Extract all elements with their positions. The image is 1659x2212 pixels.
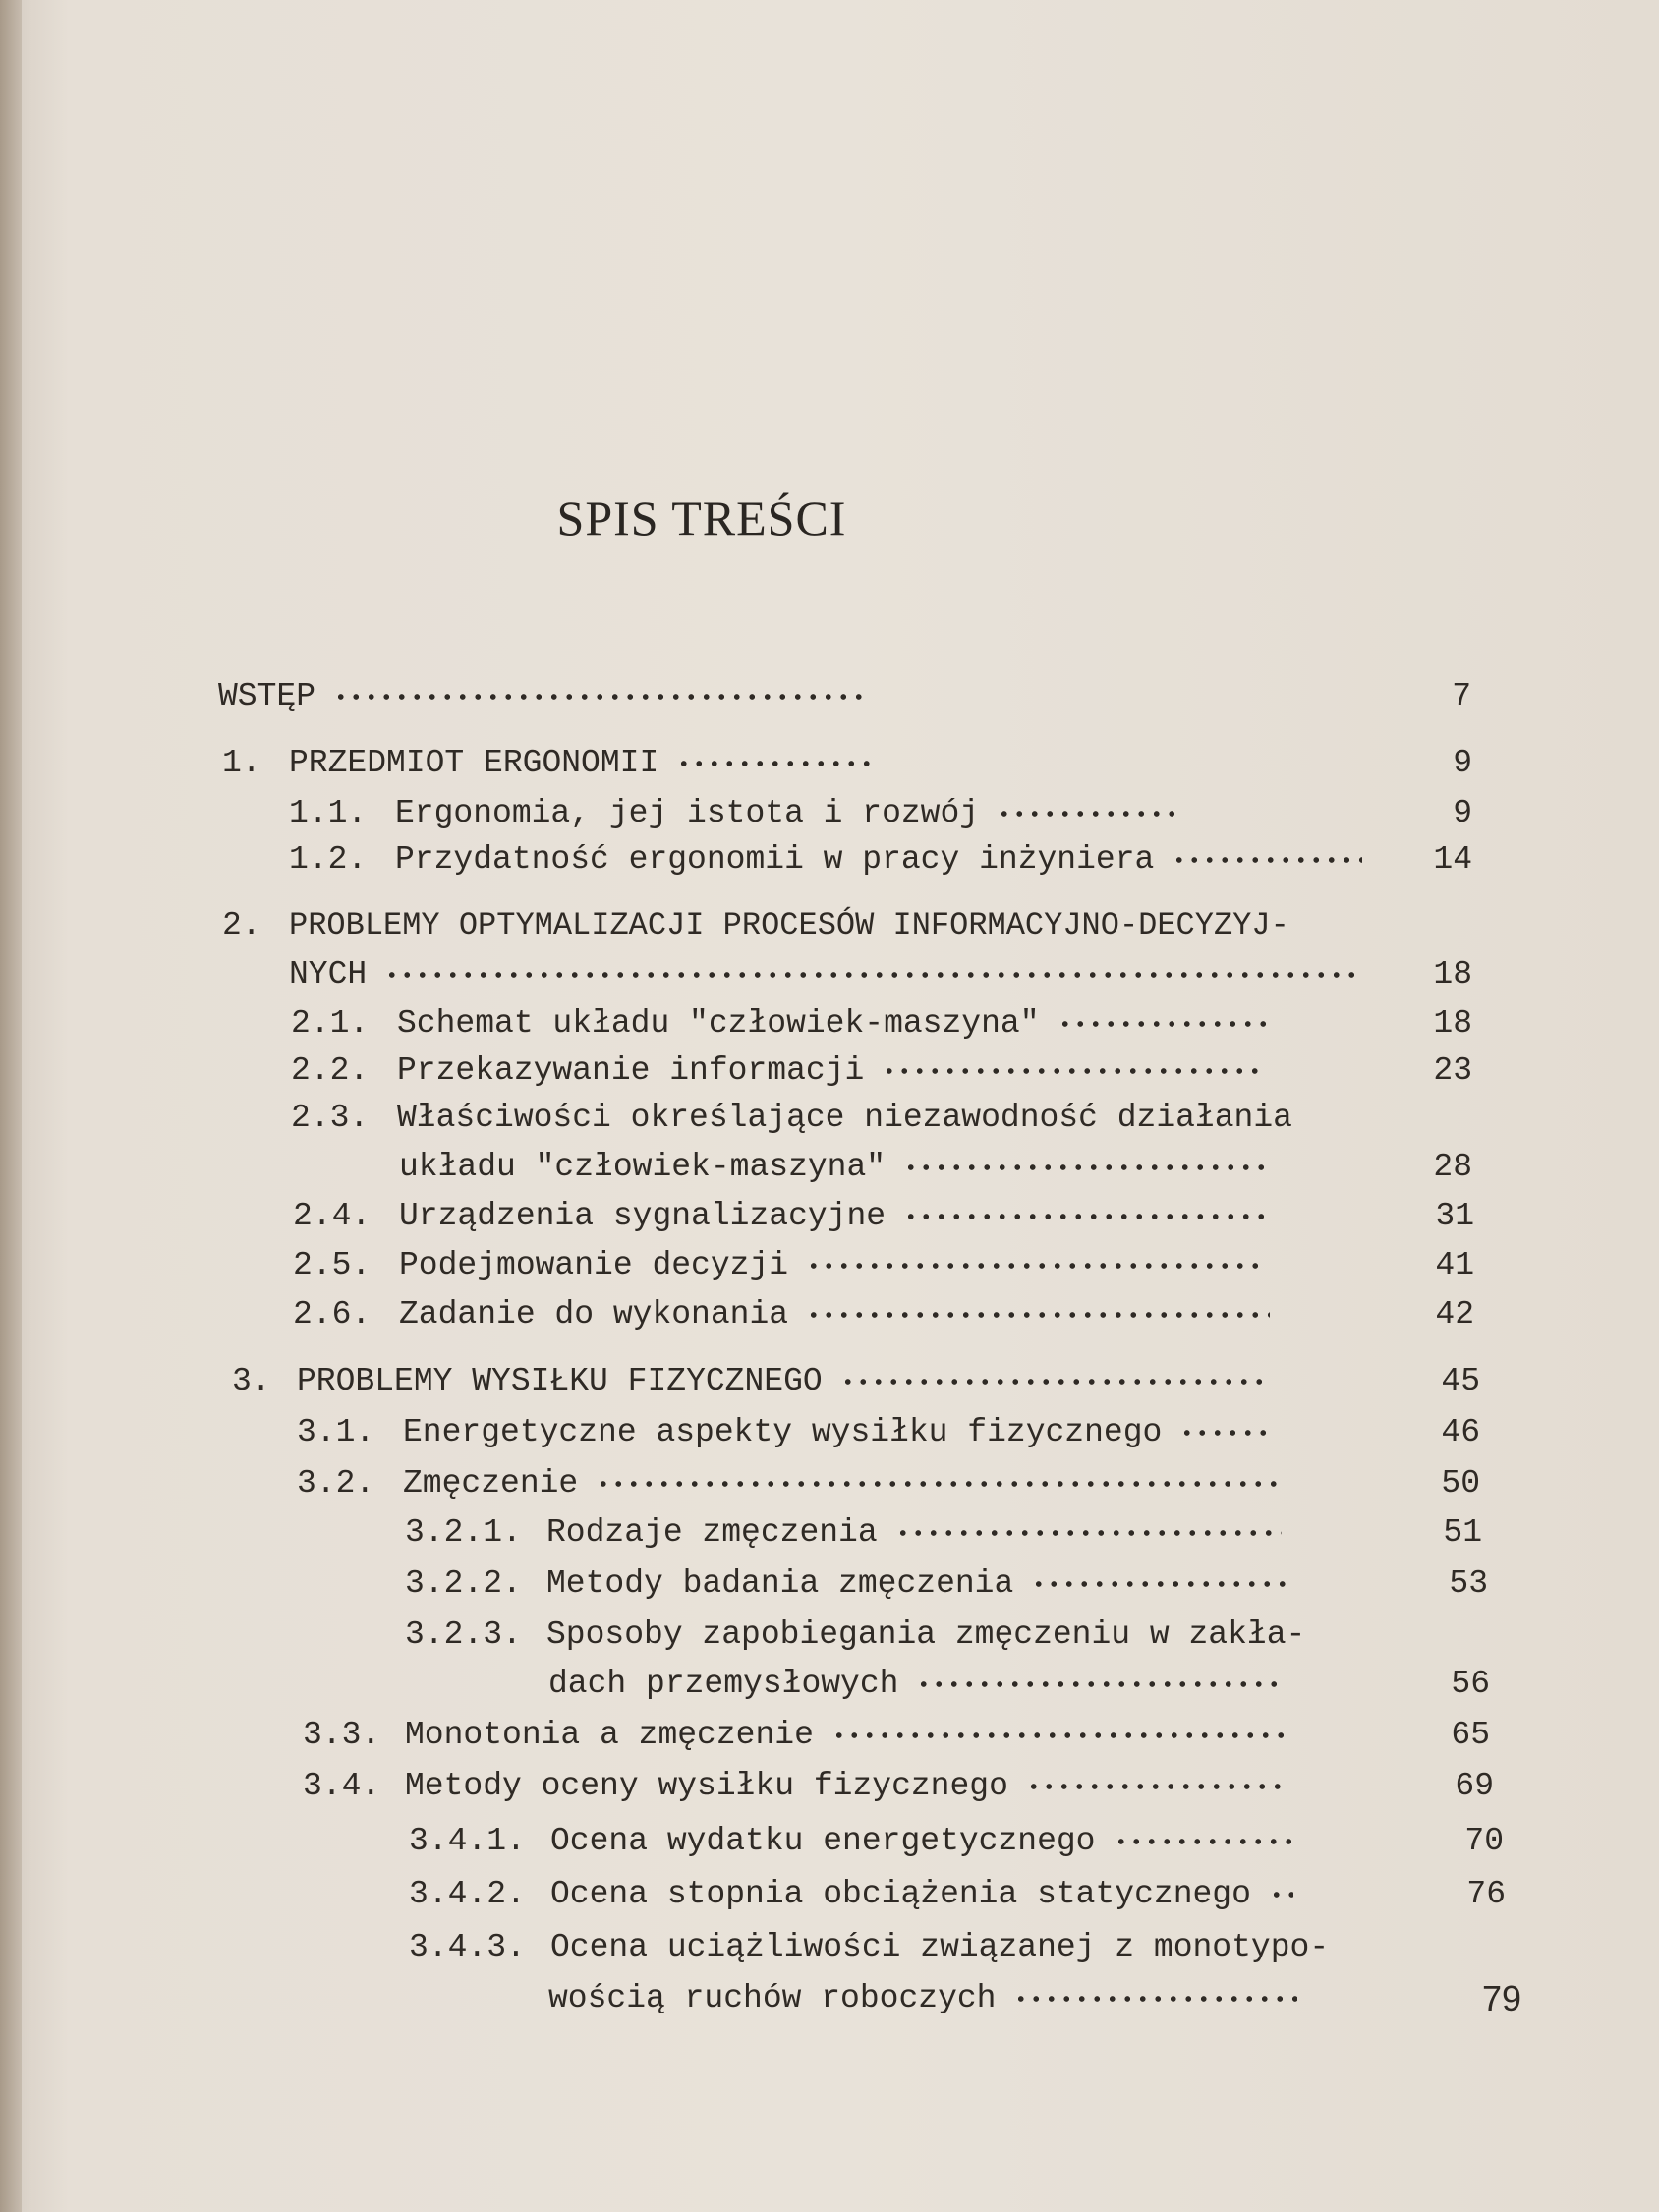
toc-leader-dots: [676, 742, 871, 785]
toc-entry-title-continued: NYCH: [289, 956, 368, 993]
toc-entry-number: 1.: [222, 745, 261, 781]
toc-entry-page: 31: [1435, 1198, 1474, 1234]
toc-leader-dots: [1026, 1765, 1289, 1808]
toc-entry-number: 1.1.: [289, 795, 368, 831]
toc-entry-title: Ergonomia, jej istota i rozwój: [395, 795, 980, 831]
toc-entry-page: 7: [1452, 678, 1471, 714]
toc-entry: [218, 1049, 1496, 1093]
toc-entry-continuation: [218, 953, 1496, 996]
toc-entry-page: 23: [1433, 1052, 1472, 1089]
toc-entry-page: 56: [1451, 1666, 1490, 1702]
toc-entry-title: Ocena uciążliwości związanej z monotypo-: [550, 1929, 1330, 1965]
toc-entry-title: Energetyczne aspekty wysiłku fizycznego: [403, 1414, 1163, 1450]
toc-entry-number: 3.2.3.: [405, 1616, 522, 1653]
toc-entry: [218, 904, 1496, 947]
toc-entry: [218, 1462, 1496, 1505]
toc-entry-number: 3.: [232, 1363, 271, 1399]
toc-entry-title-continued: układu "człowiek-maszyna": [399, 1149, 887, 1185]
toc-entry-number: 3.3.: [303, 1717, 381, 1753]
toc-entry-number: 3.2.1.: [405, 1514, 522, 1551]
toc-entry: [218, 1873, 1506, 1916]
toc-entry-page: 76: [1466, 1876, 1506, 1912]
toc-entry: [218, 1195, 1496, 1238]
toc-entry-title: PROBLEMY WYSIŁKU FIZYCZNEGO: [297, 1363, 823, 1399]
toc-entry-page: 53: [1449, 1565, 1488, 1602]
toc-entry: [218, 1411, 1496, 1454]
toc-entry-title: WSTĘP: [218, 678, 316, 714]
toc-entry-continuation: [218, 1977, 1521, 2020]
toc-entry-title: Podejmowanie decyzji: [399, 1247, 789, 1283]
toc-entry-number: 2.2.: [291, 1052, 370, 1089]
toc-entry-number: 3.1.: [297, 1414, 375, 1450]
toc-entry: [218, 1511, 1496, 1555]
toc-leader-dots: [806, 1244, 1266, 1287]
toc-entry: [218, 1820, 1504, 1863]
toc-entry-number: 3.4.1.: [409, 1823, 526, 1859]
toc-leader-dots: [903, 1146, 1266, 1189]
toc-entry-title-continued: dach przemysłowych: [548, 1666, 899, 1702]
toc-entry: [218, 1562, 1496, 1606]
toc-entry-number: 2.3.: [291, 1100, 370, 1136]
toc-entry-page: 28: [1433, 1149, 1472, 1185]
toc-leader-dots: [997, 792, 1183, 835]
toc-entry-title: Schemat układu "człowiek-maszyna": [397, 1005, 1040, 1042]
toc-leader-dots: [1114, 1820, 1291, 1863]
toc-leader-dots: [806, 1293, 1270, 1336]
toc-entry-title: Metody oceny wysiłku fizycznego: [405, 1768, 1008, 1804]
toc-entry-number: 3.4.: [303, 1768, 381, 1804]
toc-entry-title: Przekazywanie informacji: [397, 1052, 865, 1089]
toc-leader-dots: [333, 675, 871, 718]
toc-entry: [218, 742, 1496, 785]
toc-leader-dots: [903, 1195, 1266, 1238]
toc-entry: [218, 1097, 1496, 1140]
toc-entry-title: Ocena stopnia obciążenia statycznego: [550, 1876, 1251, 1912]
toc-entry-title: Przydatność ergonomii w pracy inżyniera: [395, 841, 1155, 878]
toc-entry-continuation: [218, 1146, 1496, 1189]
toc-entry-page: 79: [1481, 1978, 1521, 2018]
toc-leader-dots: [384, 953, 1364, 996]
toc-entry-title: Ocena wydatku energetycznego: [550, 1823, 1096, 1859]
toc-entry-title: Rodzaje zmęczenia: [546, 1514, 878, 1551]
toc-leader-dots: [882, 1049, 1266, 1093]
toc-entry: [218, 792, 1496, 835]
toc-entry-page: 18: [1433, 956, 1472, 993]
toc-entry-title-continued: wością ruchów roboczych: [548, 1980, 997, 2016]
toc-leader-dots: [840, 1360, 1270, 1403]
toc-entry-number: 1.2.: [289, 841, 368, 878]
toc-entry-number: 3.2.2.: [405, 1565, 522, 1602]
toc-leader-dots: [1179, 1411, 1274, 1454]
toc-entry-number: 2.5.: [293, 1247, 372, 1283]
toc-entry-page: 42: [1435, 1296, 1474, 1333]
toc-entry-page: 50: [1441, 1465, 1480, 1502]
toc-entry-page: 9: [1453, 745, 1472, 781]
toc-entry-page: 69: [1455, 1768, 1494, 1804]
toc-entry: [218, 675, 1496, 718]
toc-entry: [218, 1614, 1496, 1657]
toc-leader-dots: [1172, 838, 1362, 881]
toc-entry-number: 2.: [222, 907, 261, 943]
toc-leader-dots: [916, 1663, 1286, 1706]
toc-entry-number: 2.6.: [293, 1296, 372, 1333]
toc-entry-page: 70: [1464, 1823, 1504, 1859]
toc-entry-page: 46: [1441, 1414, 1480, 1450]
toc-entry-title: Sposoby zapobiegania zmęczeniu w zakła-: [546, 1616, 1306, 1653]
toc-entry-page: 45: [1441, 1363, 1480, 1399]
toc-entry-page: 41: [1435, 1247, 1474, 1283]
toc-entry-page: 14: [1433, 841, 1472, 878]
toc-entry-continuation: [218, 1663, 1496, 1706]
page-title: SPIS TREŚCI: [556, 490, 847, 545]
toc-entry-title: PRZEDMIOT ERGONOMII: [289, 745, 659, 781]
toc-entry-title: PROBLEMY OPTYMALIZACJI PROCESÓW INFORMACYJNO-DECYZYJ-: [289, 907, 1289, 943]
toc-entry-title: Monotonia a zmęczenie: [405, 1717, 814, 1753]
toc-entry: [218, 1293, 1496, 1336]
toc-entry-number: 3.2.: [297, 1465, 375, 1502]
toc-entry-title: Urządzenia sygnalizacyjne: [399, 1198, 887, 1234]
toc-leader-dots: [831, 1714, 1287, 1757]
toc-entry: [218, 838, 1496, 881]
toc-entry-page: 51: [1443, 1514, 1482, 1551]
toc-entry: [218, 1765, 1496, 1808]
toc-entry-page: 65: [1451, 1717, 1490, 1753]
toc-leader-dots: [1058, 1002, 1266, 1046]
toc-entry-title: Zadanie do wykonania: [399, 1296, 789, 1333]
toc-leader-dots: [1269, 1873, 1293, 1916]
toc-entry: [218, 1714, 1496, 1757]
toc-entry-number: 2.4.: [293, 1198, 372, 1234]
toc-entry-page: 9: [1453, 795, 1472, 831]
toc-entry-page: 18: [1433, 1005, 1472, 1042]
toc-entry: [218, 1360, 1496, 1403]
toc-leader-dots: [1013, 1977, 1297, 2020]
toc-leader-dots: [1031, 1562, 1286, 1606]
toc-entry-number: 3.4.3.: [409, 1929, 526, 1965]
toc-leader-dots: [895, 1511, 1282, 1555]
toc-entry-title: Metody badania zmęczenia: [546, 1565, 1014, 1602]
toc-entry: [218, 1002, 1496, 1046]
toc-entry-number: 2.1.: [291, 1005, 370, 1042]
toc-entry-number: 3.4.2.: [409, 1876, 526, 1912]
toc-entry-title: Właściwości określające niezawodność działania: [397, 1100, 1292, 1136]
toc-entry-title: Zmęczenie: [403, 1465, 579, 1502]
toc-leader-dots: [596, 1462, 1278, 1505]
toc-entry: [218, 1244, 1496, 1287]
toc-entry: [218, 1926, 1496, 1969]
